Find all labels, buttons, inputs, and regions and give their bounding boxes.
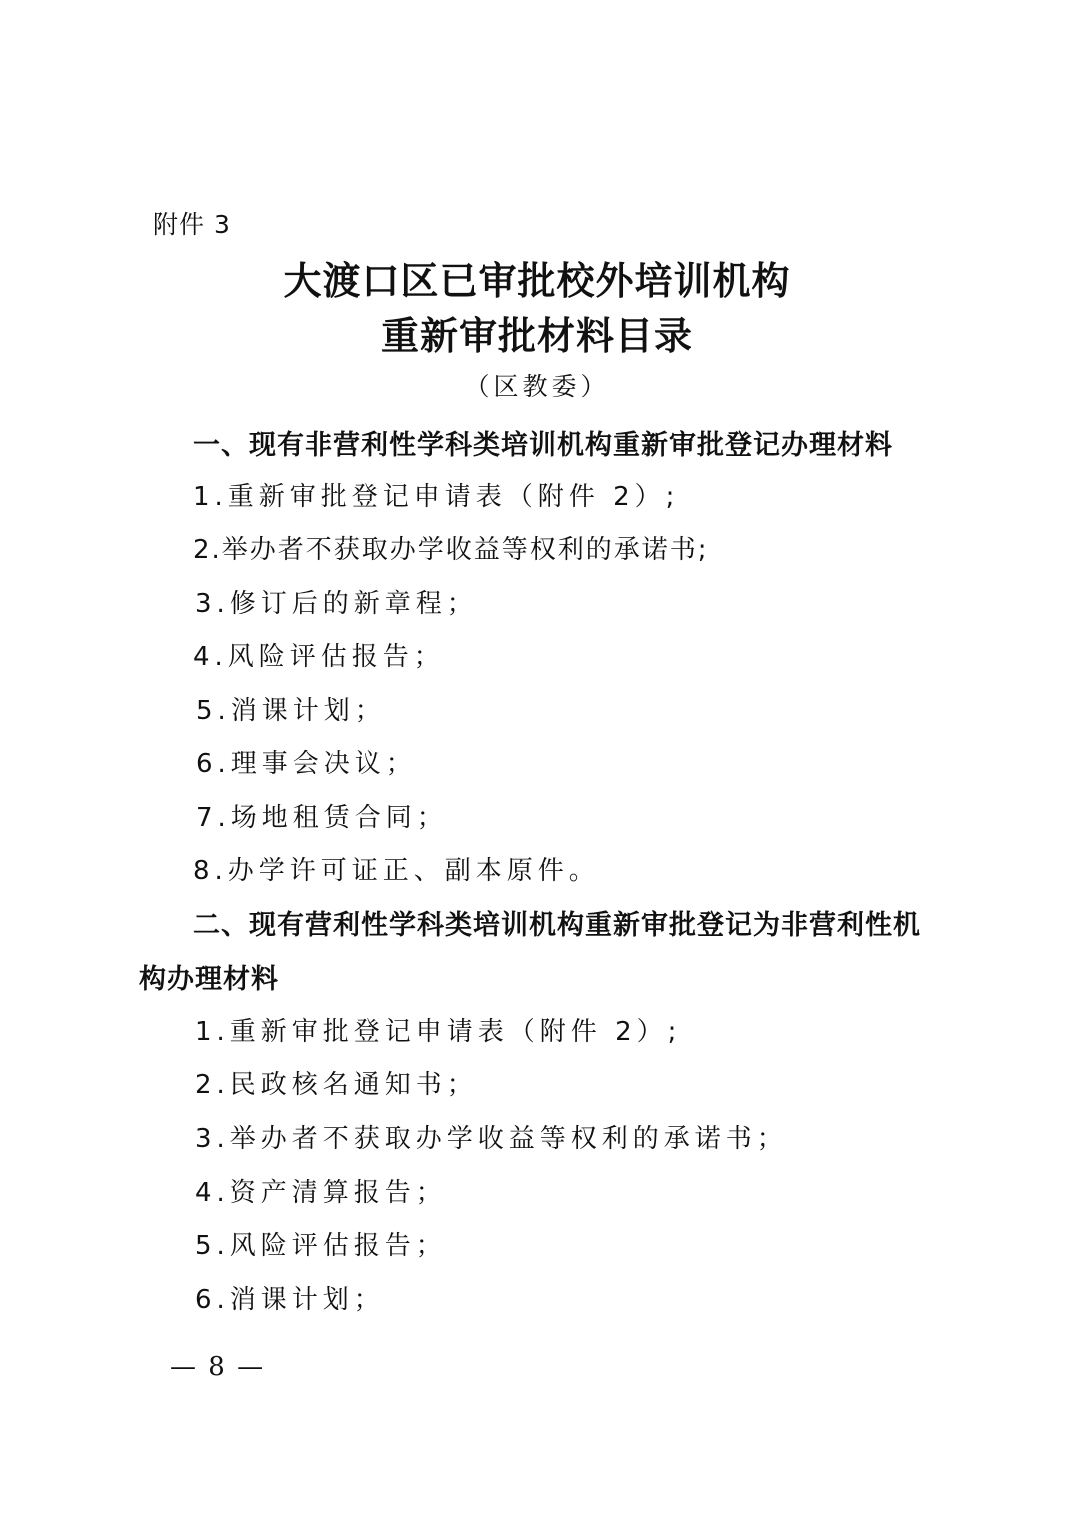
section2-item-1: 1.重新审批登记申请表（附件 2）;	[195, 1017, 682, 1047]
section2-heading-line1: 二、现有营利性学科类培训机构重新审批登记为非营利性机	[193, 910, 921, 941]
section2-item-5: 5.风险评估报告；	[195, 1231, 447, 1261]
section1-item-8: 8.办学许可证正、副本原件。	[193, 856, 600, 886]
document-title-line2: 重新审批材料目录	[380, 313, 693, 358]
issuing-department: （区教委）	[464, 372, 610, 401]
section1-item-7: 7.场地租赁合同；	[196, 803, 448, 833]
section1-item-6: 6.理事会决议；	[196, 749, 417, 779]
section1-item-5: 5.消课计划；	[196, 696, 386, 726]
document-title-line1: 大渡口区已审批校外培训机构	[283, 258, 791, 303]
section2-heading-line2: 构办理材料	[139, 964, 279, 995]
page-number: — 8 —	[170, 1352, 266, 1382]
section1-item-2: 2.举办者不获取办学收益等权利的承诺书;	[193, 535, 709, 565]
section1-item-1: 1.重新审批登记申请表（附件 2）;	[193, 482, 680, 512]
section1-item-3: 3.修订后的新章程；	[195, 589, 478, 619]
attachment-label: 附件 3	[153, 210, 231, 239]
section1-item-4: 4.风险评估报告；	[193, 642, 445, 672]
section2-item-6: 6.消课计划；	[195, 1285, 385, 1315]
section2-item-4: 4.资产清算报告；	[195, 1178, 447, 1208]
section2-item-2: 2.民政核名通知书；	[195, 1070, 478, 1100]
section1-heading: 一、现有非营利性学科类培训机构重新审批登记办理材料	[193, 430, 893, 461]
section2-item-3: 3.举办者不获取办学收益等权利的承诺书；	[195, 1124, 788, 1154]
